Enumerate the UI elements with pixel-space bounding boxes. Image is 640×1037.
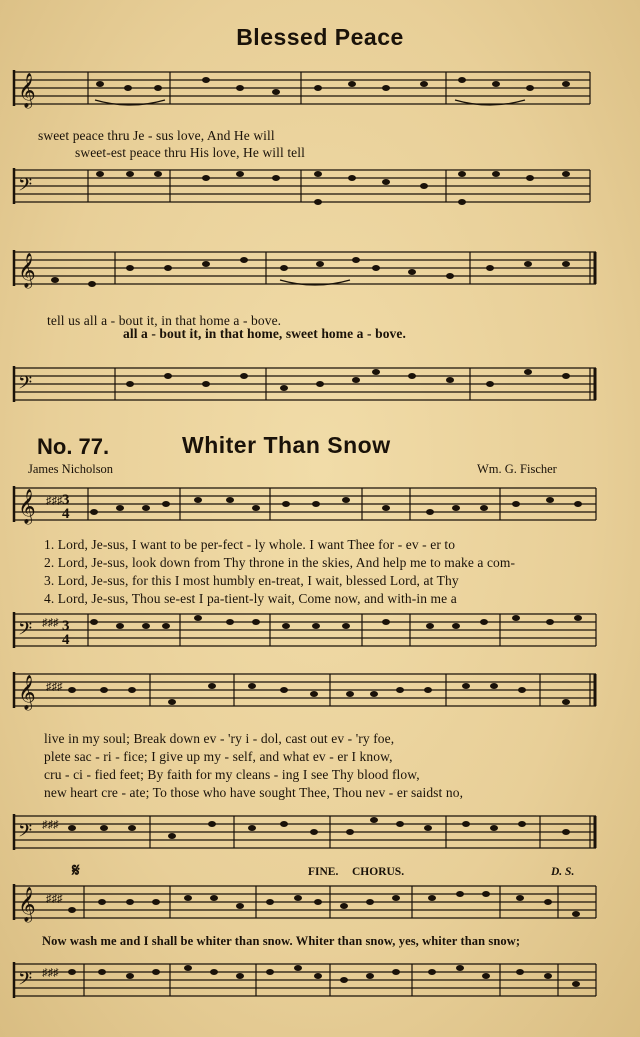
segno-sign: 𝄋 — [72, 860, 80, 880]
svg-text:𝄞: 𝄞 — [18, 254, 36, 287]
svg-text:♯♯♯: ♯♯♯ — [46, 495, 63, 507]
verse-line: 2. Lord, Je-sus, look down from Thy throne in the skies, And help me to make a com- — [44, 555, 516, 570]
svg-text:𝄞: 𝄞 — [18, 888, 36, 921]
ds-label: D. S. — [551, 866, 575, 878]
svg-text:3: 3 — [62, 492, 70, 508]
svg-text:4: 4 — [62, 506, 70, 522]
staff-bass-2 — [0, 362, 640, 412]
staff-bass-5 — [0, 958, 640, 1008]
composer-credit: Wm. G. Fischer — [477, 462, 557, 476]
verse-line: 3. Lord, Je-sus, for this I most humbly en-treat, I wait, blessed Lord, at Thy — [44, 573, 459, 588]
svg-text:♯♯♯: ♯♯♯ — [46, 893, 63, 905]
staff-treble-3 — [0, 482, 640, 532]
svg-text:𝄢: 𝄢 — [18, 618, 33, 643]
verse-line: new heart cre - ate; To those who have sought Thee, Thou nev - er saidst no, — [44, 785, 464, 800]
svg-text:♯♯♯: ♯♯♯ — [42, 967, 59, 979]
staff-bass-4 — [0, 810, 640, 860]
staff-treble-5 — [0, 880, 640, 930]
verse-line: live in my soul; Break down ev - 'ry i - dol, cast out ev - 'ry foe, — [44, 731, 395, 746]
lyric-line: sweet-est peace thru His love, He will tell — [75, 145, 305, 160]
svg-text:𝄞: 𝄞 — [18, 676, 36, 709]
lyric-line: tell us all a - bout it, in that home a - bove. — [47, 313, 282, 328]
svg-text:𝄢: 𝄢 — [18, 968, 33, 993]
hymn-title: Blessed Peace — [236, 24, 404, 50]
staff-bass-3 — [0, 608, 640, 658]
staff-bass-1 — [0, 164, 640, 214]
svg-text:𝄢: 𝄢 — [18, 820, 33, 845]
staff-treble-2 — [0, 246, 640, 296]
lyric-line: all a - bout it, in that home, sweet home a - bove. — [123, 326, 406, 341]
svg-text:♯♯♯: ♯♯♯ — [42, 819, 59, 831]
staff-treble-4 — [0, 668, 640, 718]
hymn-number: No. 77. — [37, 434, 110, 459]
fine-label: FINE. — [308, 866, 339, 878]
lyric-line: sweet peace thru Je - sus love, And He will — [38, 128, 275, 143]
verse-line: cru - ci - fied feet; By faith for my cleans - ing I see Thy blood flow, — [44, 767, 420, 782]
lyricist-credit: James Nicholson — [28, 462, 114, 476]
verse-line: 4. Lord, Je-sus, Thou se-est I pa-tient-ly wait, Come now, and with-in me a — [44, 591, 457, 606]
svg-text:♯♯♯: ♯♯♯ — [42, 617, 59, 629]
svg-text:𝄢: 𝄢 — [18, 372, 33, 397]
verse-line: plete sac - ri - fice; I give up my - self, and what ev - er I know, — [44, 749, 393, 764]
svg-text:𝄞: 𝄞 — [18, 74, 36, 107]
hymn-title: Whiter Than Snow — [182, 432, 391, 458]
chorus-label: CHORUS. — [352, 866, 405, 878]
svg-text:𝄞: 𝄞 — [18, 490, 36, 523]
svg-text:𝄢: 𝄢 — [18, 174, 33, 199]
svg-text:3: 3 — [62, 618, 70, 634]
svg-text:4: 4 — [62, 632, 70, 648]
staff-treble-1 — [0, 66, 640, 116]
chorus-lyric: Now wash me and I shall be whiter than snow. Whiter than snow, yes, whiter than snow; — [42, 934, 521, 948]
svg-text:♯♯♯: ♯♯♯ — [46, 681, 63, 693]
verse-line: 1. Lord, Je-sus, I want to be per-fect - ly whole. I want Thee for - ev - er to — [44, 537, 456, 552]
